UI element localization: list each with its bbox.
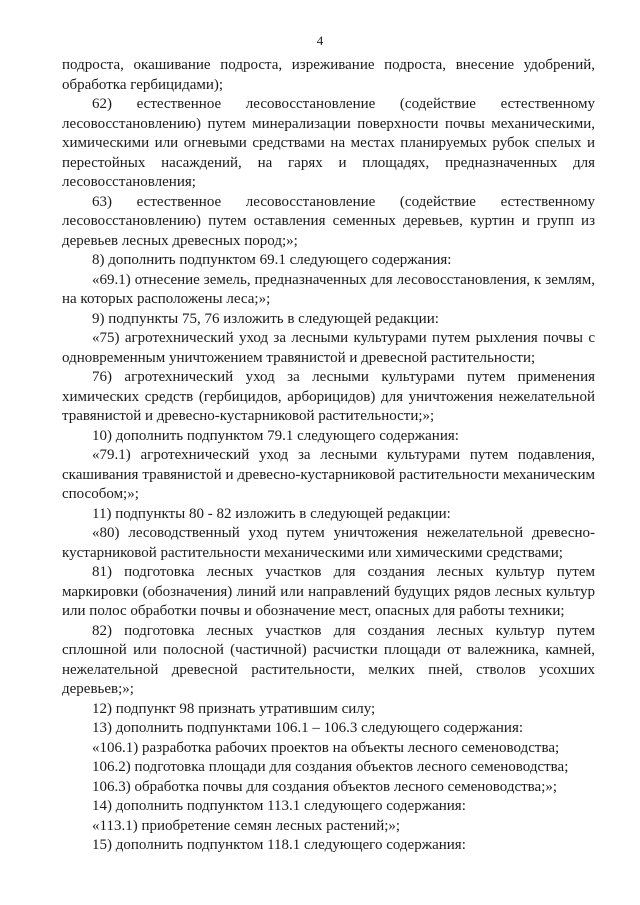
paragraph-amendment-15: 15) дополнить подпунктом 118.1 следующего содержания: [92,837,466,853]
paragraph-item-63: 63) естественное лесовосстановление (содействие естественному лесовосстановлению) путем оставления семенных деревьев, куртин и групп из деревьев лесных древесных пород;»; [62,193,595,249]
paragraph-amendment-14: 14) дополнить подпунктом 113.1 следующего содержания: [92,798,466,814]
paragraph-continuation: подроста, окашивание подроста, изреживание подроста, внесение удобрений, обработка гербицидами); [62,57,595,93]
paragraph-amendment-11: 11) подпункты 80 - 82 изложить в следующей редакции: [92,505,451,522]
paragraph-item-82: 82) подготовка лесных участков для создания лесных культур путем сплошной или полосной (частичной) расчистки площади от валежника, камней, нежелательной древесной растительности, мелких пней, стволов усохших деревьев;»; [62,622,595,697]
document-body [62,56,595,856]
paragraph-amendment-10: 10) дополнить подпунктом 79.1 следующего содержания: [92,427,459,444]
paragraph-item-75: «75) агротехнический уход за лесными культурами путем рыхления почвы с одновременным уничтожением травянистой и древесной растительности; [62,330,595,366]
paragraph-amendment-13: 13) дополнить подпунктами 106.1 – 106.3 следующего содержания: [92,720,524,736]
paragraph-item-113-1: «113.1) приобретение семян лесных растений;»; [92,817,401,834]
paragraph-item-69-1: «69.1) отнесение земель, предназначенных для лесовосстановления, к землям, на которых расположены леса;»; [62,271,595,307]
paragraph-amendment-8: 8) дополнить подпунктом 69.1 следующего содержания: [92,252,452,268]
paragraph-item-106-3: 106.3) обработка почвы для создания объектов лесного семеноводства;»; [92,778,558,795]
paragraph-amendment-9: 9) подпункты 75, 76 изложить в следующей редакции: [92,310,439,327]
paragraph-item-62: 62) естественное лесовосстановление (содействие естественному лесовосстановлению) путем минерализации поверхности почвы механическими, химическими или огневыми средствами на местах планируемых рубок спелых и перестойных насаждений, на гарях и площадях, предназначенных для лесовосстановления; [62,96,595,190]
paragraph-item-80: «80) лесоводственный уход путем уничтожения нежелательной древесно-кустарниковой растительности механическими или химическими средствами; [62,525,595,561]
paragraph-item-79-1: «79.1) агротехнический уход за лесными культурами путем подавления, скашивания травянистой и древесно-кустарниковой растительности механическим способом;»; [62,447,595,502]
paragraph-item-76: 76) агротехнический уход за лесными культурами путем применения химических средств (гербицидов, арборицидов) для уничтожения нежелательной травянистой и древесно-кустарниковой растительности;»; [62,369,595,424]
paragraph-item-106-1: «106.1) разработка рабочих проектов на объекты лесного семеноводства; [92,739,560,756]
paragraph-amendment-12: 12) подпункт 98 признать утратившим силу; [92,700,376,717]
paragraph-item-81: 81) подготовка лесных участков для создания лесных культур путем маркировки (обозначения) линий или направлений будущих рядов лесных культур или полос обработки почвы и обозначение мест, опасных для работы техники; [62,564,595,619]
paragraph-item-106-2: 106.2) подготовка площади для создания объектов лесного семеноводства; [92,759,569,775]
page-number: 4 [316,33,324,48]
